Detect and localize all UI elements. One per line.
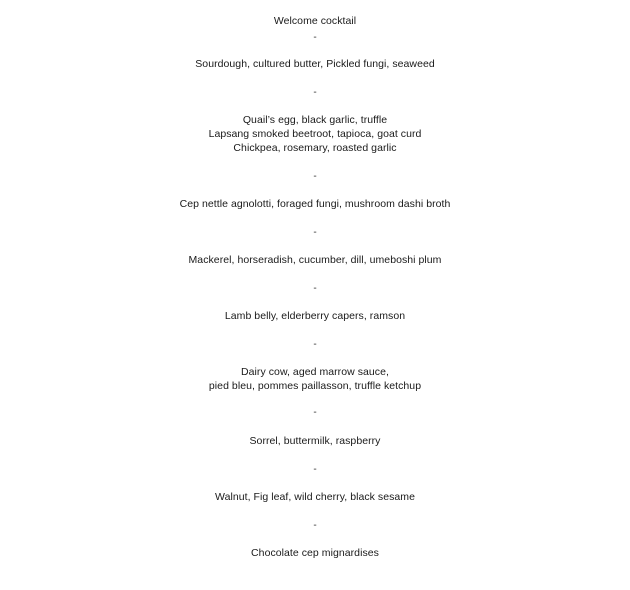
course-7-line-1: Dairy cow, aged marrow sauce,	[241, 366, 389, 378]
separator-3: -	[313, 171, 317, 182]
course-5-line-1: Mackerel, horseradish, cucumber, dill, umeboshi plum	[188, 254, 442, 266]
separator-1: -	[313, 32, 317, 43]
course-3-line-2: Lapsang smoked beetroot, tapioca, goat curd	[208, 128, 422, 140]
course-9-line-1: Walnut, Fig leaf, wild cherry, black sesame	[215, 491, 415, 503]
course-7-line-2: pied bleu, pommes paillasson, truffle ketchup	[208, 380, 422, 392]
course-3-line-3: Chickpea, rosemary, roasted garlic	[233, 142, 397, 154]
course-6-line-1: Lamb belly, elderberry capers, ramson	[224, 310, 406, 322]
course-10-line-1: Chocolate cep mignardises	[251, 547, 379, 559]
course-4-line-1: Cep nettle agnolotti, foraged fungi, mushroom dashi broth	[179, 198, 451, 210]
course-3-line-1: Quail’s egg, black garlic, truffle	[242, 114, 388, 126]
separator-5: -	[313, 283, 317, 294]
course-2-line-1: Sourdough, cultured butter, Pickled fungi, seaweed	[195, 58, 435, 70]
separator-6: -	[313, 339, 317, 350]
course-1-line-1: Welcome cocktail	[273, 15, 357, 27]
separator-2: -	[313, 87, 317, 98]
separator-4: -	[313, 227, 317, 238]
separator-7: -	[313, 407, 317, 418]
separator-9: -	[313, 520, 317, 531]
course-8-line-1: Sorrel, buttermilk, raspberry	[249, 435, 381, 447]
separator-8: -	[313, 464, 317, 475]
